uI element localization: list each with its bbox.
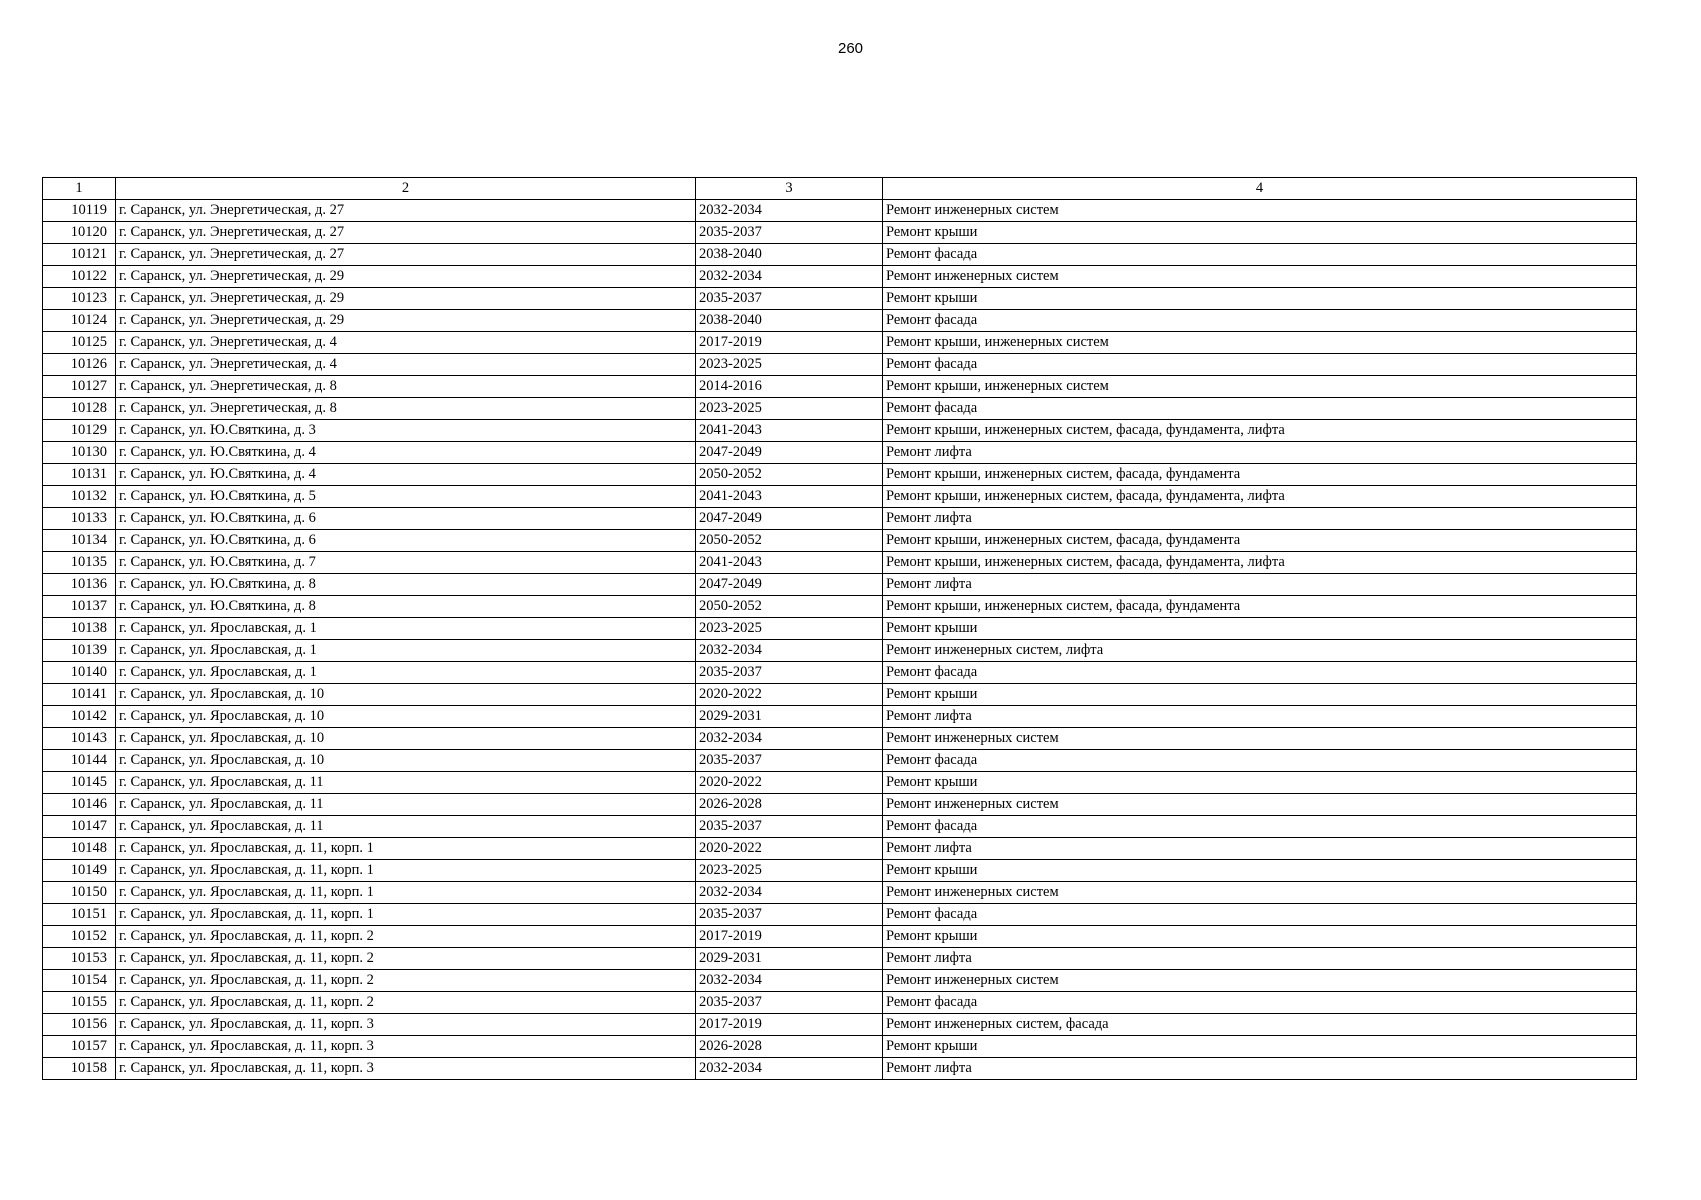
table-row (43, 904, 1637, 926)
period-cell: 2023-2025 (696, 618, 883, 640)
table-row (43, 464, 1637, 486)
period-cell: 2023-2025 (696, 398, 883, 420)
address-cell: г. Саранск, ул. Энергетическая, д. 4 (116, 332, 696, 354)
address-cell: г. Саранск, ул. Ю.Святкина, д. 8 (116, 596, 696, 618)
address-cell: г. Саранск, ул. Ю.Святкина, д. 8 (116, 574, 696, 596)
address-cell: г. Саранск, ул. Ярославская, д. 11 (116, 772, 696, 794)
address-cell: г. Саранск, ул. Энергетическая, д. 27 (116, 222, 696, 244)
row-number: 10146 (43, 794, 116, 816)
work-type-cell: Ремонт крыши, инженерных систем, фасада, фундамента (883, 530, 1637, 552)
work-type-cell: Ремонт фасада (883, 816, 1637, 838)
period-cell: 2014-2016 (696, 376, 883, 398)
row-number: 10147 (43, 816, 116, 838)
address-cell: г. Саранск, ул. Ярославская, д. 11, корп. 2 (116, 992, 696, 1014)
table-row (43, 728, 1637, 750)
table-row (43, 354, 1637, 376)
address-cell: г. Саранск, ул. Ярославская, д. 11, корп. 2 (116, 926, 696, 948)
address-cell: г. Саранск, ул. Ярославская, д. 11, корп. 3 (116, 1014, 696, 1036)
address-cell: г. Саранск, ул. Ярославская, д. 10 (116, 750, 696, 772)
work-type-cell: Ремонт инженерных систем (883, 728, 1637, 750)
address-cell: г. Саранск, ул. Ю.Святкина, д. 6 (116, 530, 696, 552)
work-type-cell: Ремонт лифта (883, 1058, 1637, 1080)
address-cell: г. Саранск, ул. Ярославская, д. 1 (116, 640, 696, 662)
table-row (43, 882, 1637, 904)
period-cell: 2020-2022 (696, 772, 883, 794)
table-row (43, 640, 1637, 662)
page-number: 260 (837, 40, 864, 57)
work-type-cell: Ремонт крыши (883, 1036, 1637, 1058)
table-row (43, 816, 1637, 838)
table-row (43, 200, 1637, 222)
table-body (43, 200, 1637, 1080)
row-number: 10133 (43, 508, 116, 530)
address-cell: г. Саранск, ул. Энергетическая, д. 4 (116, 354, 696, 376)
work-type-cell: Ремонт лифта (883, 442, 1637, 464)
table-row (43, 222, 1637, 244)
period-cell: 2038-2040 (696, 310, 883, 332)
table-row (43, 1036, 1637, 1058)
row-number: 10122 (43, 266, 116, 288)
address-cell: г. Саранск, ул. Ярославская, д. 11, корп. 2 (116, 948, 696, 970)
work-type-cell: Ремонт крыши (883, 618, 1637, 640)
address-cell: г. Саранск, ул. Ярославская, д. 10 (116, 706, 696, 728)
column-header-4: 4 (883, 178, 1637, 200)
column-header-3: 3 (696, 178, 883, 200)
period-cell: 2032-2034 (696, 1058, 883, 1080)
table-row (43, 706, 1637, 728)
row-number: 10126 (43, 354, 116, 376)
row-number: 10152 (43, 926, 116, 948)
table-row (43, 574, 1637, 596)
work-type-cell: Ремонт инженерных систем (883, 266, 1637, 288)
work-type-cell: Ремонт инженерных систем, фасада (883, 1014, 1637, 1036)
period-cell: 2050-2052 (696, 464, 883, 486)
row-number: 10157 (43, 1036, 116, 1058)
table-row (43, 992, 1637, 1014)
row-number: 10119 (43, 200, 116, 222)
table-row (43, 288, 1637, 310)
work-type-cell: Ремонт лифта (883, 948, 1637, 970)
period-cell: 2029-2031 (696, 948, 883, 970)
period-cell: 2017-2019 (696, 926, 883, 948)
row-number: 10158 (43, 1058, 116, 1080)
row-number: 10150 (43, 882, 116, 904)
row-number: 10121 (43, 244, 116, 266)
address-cell: г. Саранск, ул. Ю.Святкина, д. 4 (116, 464, 696, 486)
table-row (43, 596, 1637, 618)
row-number: 10125 (43, 332, 116, 354)
row-number: 10140 (43, 662, 116, 684)
period-cell: 2035-2037 (696, 662, 883, 684)
table-row (43, 442, 1637, 464)
row-number: 10134 (43, 530, 116, 552)
address-cell: г. Саранск, ул. Ярославская, д. 11 (116, 794, 696, 816)
work-type-cell: Ремонт лифта (883, 838, 1637, 860)
row-number: 10153 (43, 948, 116, 970)
table-row (43, 618, 1637, 640)
work-type-cell: Ремонт крыши (883, 926, 1637, 948)
row-number: 10148 (43, 838, 116, 860)
address-cell: г. Саранск, ул. Ярославская, д. 1 (116, 662, 696, 684)
work-type-cell: Ремонт крыши, инженерных систем, фасада, фундамента, лифта (883, 552, 1637, 574)
address-cell: г. Саранск, ул. Ю.Святкина, д. 3 (116, 420, 696, 442)
address-cell: г. Саранск, ул. Ярославская, д. 11, корп. 2 (116, 970, 696, 992)
period-cell: 2047-2049 (696, 442, 883, 464)
address-cell: г. Саранск, ул. Ярославская, д. 11 (116, 816, 696, 838)
table-row (43, 750, 1637, 772)
row-number: 10137 (43, 596, 116, 618)
address-cell: г. Саранск, ул. Ярославская, д. 10 (116, 684, 696, 706)
row-number: 10156 (43, 1014, 116, 1036)
row-number: 10123 (43, 288, 116, 310)
table-row (43, 266, 1637, 288)
work-type-cell: Ремонт фасада (883, 244, 1637, 266)
table-row (43, 244, 1637, 266)
row-number: 10129 (43, 420, 116, 442)
address-cell: г. Саранск, ул. Ярославская, д. 11, корп. 3 (116, 1058, 696, 1080)
period-cell: 2032-2034 (696, 200, 883, 222)
period-cell: 2050-2052 (696, 530, 883, 552)
row-number: 10127 (43, 376, 116, 398)
column-header-2: 2 (116, 178, 696, 200)
row-number: 10151 (43, 904, 116, 926)
work-type-cell: Ремонт инженерных систем (883, 882, 1637, 904)
table-row (43, 486, 1637, 508)
period-cell: 2041-2043 (696, 486, 883, 508)
period-cell: 2032-2034 (696, 970, 883, 992)
row-number: 10145 (43, 772, 116, 794)
period-cell: 2032-2034 (696, 728, 883, 750)
work-type-cell: Ремонт крыши, инженерных систем, фасада, фундамента (883, 596, 1637, 618)
row-number: 10144 (43, 750, 116, 772)
row-number: 10149 (43, 860, 116, 882)
table-row (43, 398, 1637, 420)
address-cell: г. Саранск, ул. Энергетическая, д. 27 (116, 200, 696, 222)
work-type-cell: Ремонт фасада (883, 662, 1637, 684)
address-cell: г. Саранск, ул. Ю.Святкина, д. 5 (116, 486, 696, 508)
work-type-cell: Ремонт лифта (883, 706, 1637, 728)
row-number: 10136 (43, 574, 116, 596)
work-type-cell: Ремонт крыши, инженерных систем, фасада, фундамента, лифта (883, 486, 1637, 508)
address-cell: г. Саранск, ул. Ярославская, д. 11, корп. 1 (116, 838, 696, 860)
row-number: 10132 (43, 486, 116, 508)
table-row (43, 794, 1637, 816)
address-cell: г. Саранск, ул. Ю.Святкина, д. 4 (116, 442, 696, 464)
address-cell: г. Саранск, ул. Ю.Святкина, д. 6 (116, 508, 696, 530)
repair-schedule-table (42, 177, 1637, 1080)
row-number: 10130 (43, 442, 116, 464)
address-cell: г. Саранск, ул. Ярославская, д. 11, корп. 3 (116, 1036, 696, 1058)
period-cell: 2035-2037 (696, 750, 883, 772)
table-row (43, 970, 1637, 992)
work-type-cell: Ремонт крыши (883, 288, 1637, 310)
table-row (43, 1014, 1637, 1036)
period-cell: 2035-2037 (696, 816, 883, 838)
period-cell: 2035-2037 (696, 904, 883, 926)
table-row (43, 948, 1637, 970)
table-row (43, 376, 1637, 398)
table-row (43, 1058, 1637, 1080)
work-type-cell: Ремонт крыши, инженерных систем (883, 376, 1637, 398)
period-cell: 2023-2025 (696, 860, 883, 882)
work-type-cell: Ремонт крыши, инженерных систем, фасада, фундамента, лифта (883, 420, 1637, 442)
period-cell: 2047-2049 (696, 574, 883, 596)
work-type-cell: Ремонт крыши (883, 222, 1637, 244)
period-cell: 2032-2034 (696, 266, 883, 288)
address-cell: г. Саранск, ул. Ярославская, д. 10 (116, 728, 696, 750)
period-cell: 2035-2037 (696, 992, 883, 1014)
row-number: 10131 (43, 464, 116, 486)
row-number: 10128 (43, 398, 116, 420)
work-type-cell: Ремонт фасада (883, 904, 1637, 926)
period-cell: 2047-2049 (696, 508, 883, 530)
table-row (43, 772, 1637, 794)
table-row (43, 552, 1637, 574)
address-cell: г. Саранск, ул. Энергетическая, д. 8 (116, 376, 696, 398)
period-cell: 2032-2034 (696, 640, 883, 662)
table-row (43, 332, 1637, 354)
address-cell: г. Саранск, ул. Ярославская, д. 11, корп. 1 (116, 860, 696, 882)
table-row (43, 530, 1637, 552)
address-cell: г. Саранск, ул. Энергетическая, д. 29 (116, 288, 696, 310)
work-type-cell: Ремонт крыши, инженерных систем, фасада, фундамента (883, 464, 1637, 486)
row-number: 10120 (43, 222, 116, 244)
work-type-cell: Ремонт инженерных систем (883, 794, 1637, 816)
work-type-cell: Ремонт фасада (883, 354, 1637, 376)
period-cell: 2026-2028 (696, 1036, 883, 1058)
period-cell: 2041-2043 (696, 420, 883, 442)
row-number: 10154 (43, 970, 116, 992)
period-cell: 2020-2022 (696, 684, 883, 706)
period-cell: 2017-2019 (696, 332, 883, 354)
work-type-cell: Ремонт лифта (883, 508, 1637, 530)
row-number: 10138 (43, 618, 116, 640)
row-number: 10141 (43, 684, 116, 706)
address-cell: г. Саранск, ул. Энергетическая, д. 27 (116, 244, 696, 266)
table-row (43, 684, 1637, 706)
work-type-cell: Ремонт фасада (883, 992, 1637, 1014)
row-number: 10142 (43, 706, 116, 728)
address-cell: г. Саранск, ул. Энергетическая, д. 8 (116, 398, 696, 420)
period-cell: 2038-2040 (696, 244, 883, 266)
address-cell: г. Саранск, ул. Ярославская, д. 11, корп. 1 (116, 904, 696, 926)
period-cell: 2050-2052 (696, 596, 883, 618)
work-type-cell: Ремонт инженерных систем (883, 970, 1637, 992)
address-cell: г. Саранск, ул. Энергетическая, д. 29 (116, 310, 696, 332)
work-type-cell: Ремонт фасада (883, 750, 1637, 772)
work-type-cell: Ремонт фасада (883, 310, 1637, 332)
table-row (43, 662, 1637, 684)
table-header (43, 178, 1637, 200)
work-type-cell: Ремонт крыши, инженерных систем (883, 332, 1637, 354)
row-number: 10124 (43, 310, 116, 332)
period-cell: 2035-2037 (696, 222, 883, 244)
address-cell: г. Саранск, ул. Ярославская, д. 11, корп. 1 (116, 882, 696, 904)
address-cell: г. Саранск, ул. Ярославская, д. 1 (116, 618, 696, 640)
row-number: 10155 (43, 992, 116, 1014)
table-row (43, 508, 1637, 530)
period-cell: 2023-2025 (696, 354, 883, 376)
address-cell: г. Саранск, ул. Энергетическая, д. 29 (116, 266, 696, 288)
work-type-cell: Ремонт лифта (883, 574, 1637, 596)
period-cell: 2029-2031 (696, 706, 883, 728)
work-type-cell: Ремонт крыши (883, 860, 1637, 882)
work-type-cell: Ремонт инженерных систем, лифта (883, 640, 1637, 662)
row-number: 10143 (43, 728, 116, 750)
column-header-1: 1 (43, 178, 116, 200)
work-type-cell: Ремонт крыши (883, 772, 1637, 794)
table-row (43, 860, 1637, 882)
header-row (43, 178, 1637, 200)
row-number: 10135 (43, 552, 116, 574)
period-cell: 2017-2019 (696, 1014, 883, 1036)
work-type-cell: Ремонт инженерных систем (883, 200, 1637, 222)
table-row (43, 926, 1637, 948)
work-type-cell: Ремонт крыши (883, 684, 1637, 706)
work-type-cell: Ремонт фасада (883, 398, 1637, 420)
period-cell: 2041-2043 (696, 552, 883, 574)
table-row (43, 420, 1637, 442)
table-row (43, 310, 1637, 332)
period-cell: 2020-2022 (696, 838, 883, 860)
period-cell: 2026-2028 (696, 794, 883, 816)
address-cell: г. Саранск, ул. Ю.Святкина, д. 7 (116, 552, 696, 574)
period-cell: 2032-2034 (696, 882, 883, 904)
row-number: 10139 (43, 640, 116, 662)
table-row (43, 838, 1637, 860)
period-cell: 2035-2037 (696, 288, 883, 310)
